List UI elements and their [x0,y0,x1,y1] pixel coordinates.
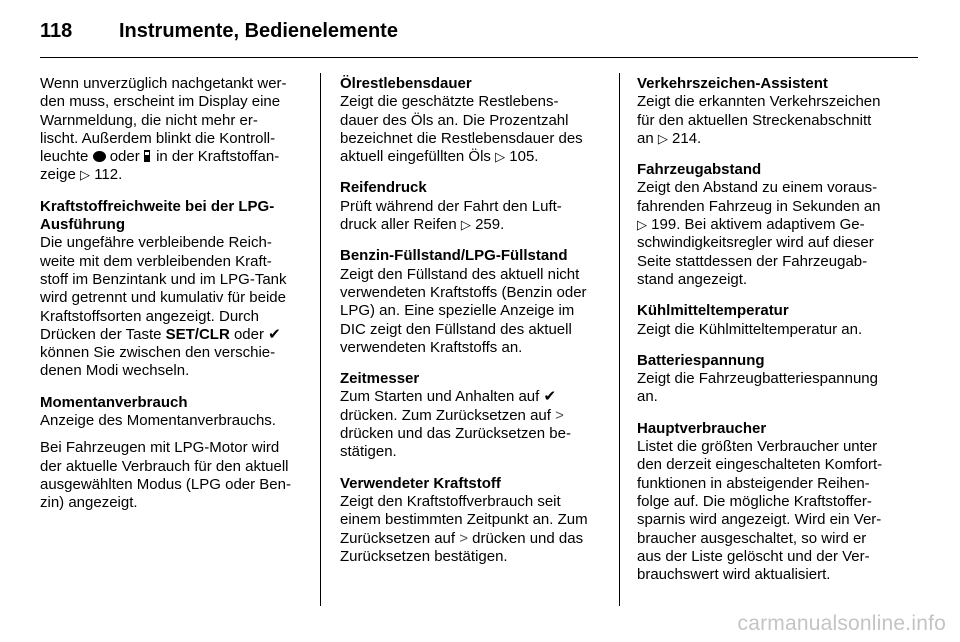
filled-dot-icon [93,151,106,162]
text-line: funktionen in absteigender Reihen- [637,474,870,492]
text-fragment: zeige [40,166,76,184]
text-line: an. [637,388,658,406]
text-line: denen Modi wechseln. [40,362,190,380]
text-fragment: Zum Starten und Anhalten auf [340,388,540,406]
text-line [340,148,604,166]
arrow-icon: ▷ [637,217,647,233]
section-battery [637,352,903,407]
text-line: können Sie zwischen den verschie- [40,344,276,362]
arrow-icon: ▷ [460,217,471,233]
text-line [40,326,304,344]
section-vehicle-distance [637,161,903,289]
watermark: carmanualsonline.info [737,612,946,635]
chevron-right-icon: > [555,406,564,424]
section-oil-life [340,75,604,166]
section-heading: Ölrestlebensdauer [340,75,472,92]
text-line: Zeigt die erkannten Verkehrszeichen [637,93,881,111]
text-line: Kraftstoffsorten angezeigt. Durch [40,307,260,325]
arrow-icon: ▷ [80,167,91,183]
text-line: fahrenden Fahrzeug in Sekunden an [637,197,881,215]
section-heading: Reifendruck [340,179,427,197]
text-line [340,530,604,548]
section-heading: Verkehrszeichen-Assistent [637,75,828,92]
text-line: einem bestimmten Zeitpunkt an. Zum [340,511,588,529]
text-fragment: oder [109,148,140,166]
section-tire-pressure [340,179,604,234]
section-heading: Kraftstoffreichweite bei der LPG- [40,197,275,215]
text-line: zin) angezeigt. [40,494,138,512]
text-line: Warnmeldung, die nicht mehr er- [40,111,258,129]
text-line [637,216,903,234]
text-line: für den aktuellen Streckenabschnitt [637,111,872,129]
text-line: Zeigt die geschätzte Restlebens- [340,93,559,111]
text-line: braucher ausgeschaltet, so wird er [637,529,867,547]
section-coolant [637,302,903,339]
text-line: folge auf. Die mögliche Kraftstoffer- [637,492,872,510]
section-traffic-sign [637,75,903,148]
text-line: Prüft während der Fahrt den Luft- [340,197,562,215]
check-icon: ✔ [543,388,557,406]
text-line: dauer des Öls an. Die Prozentzahl [340,111,569,129]
text-fragment: Drücken der Taste [40,325,162,343]
text-fragment: oder [233,325,264,343]
text-line: Zeigt den Kraftstoffverbrauch seit [340,492,561,510]
text-line: stätigen. [340,443,397,461]
column-divider [320,73,321,606]
section-heading: Fahrzeugabstand [637,161,762,179]
fuel-pump-icon [144,150,152,162]
arrow-icon: ▷ [495,149,506,165]
text-line: schwindigkeitsregler wird auf dieser [637,234,874,252]
text-line: Zeigt den Abstand zu einem voraus- [637,179,878,197]
text-line: weite mit dem verbleibenden Kraft- [40,252,272,270]
text-line: aus der Liste gelöscht und der Ver- [637,547,870,565]
key-label: SET/CLR [165,325,230,343]
text-line: ausgewählten Modus (LPG oder Ben- [40,475,291,493]
text-line: Zeigt die Fahrzeugbatteriespannung [637,370,878,388]
section-fuel-level [340,247,604,357]
section-heading: Batteriespannung [637,351,765,369]
page-reference[interactable]: 105. [509,148,539,166]
text-line [340,388,604,406]
text-fragment: aktuell eingefüllten Öls [340,148,491,166]
section-heading: Hauptverbraucher [637,419,767,437]
column-2 [340,75,604,579]
text-line: LPG) an. Eine spezielle Anzeige im [340,302,575,320]
column-3 [637,75,903,597]
section-momentary [40,394,304,513]
text-fragment: an [637,129,654,147]
text-line: Anzeige des Momentanverbrauchs. [40,412,276,430]
section-warning [40,75,304,185]
text-line: Zeigt die Kühlmitteltemperatur an. [637,320,863,338]
text-fragment: leuchte [40,148,89,166]
text-line: Die ungefähre verbleibende Reich- [40,234,272,252]
text-line: stoff im Benzintank und im LPG-Tank [40,270,287,288]
section-main-consumers [637,420,903,585]
section-lpg-range [40,198,304,381]
section-heading: Momentanverbrauch [40,393,188,411]
text-line: drücken und das Zurücksetzen be- [340,425,571,443]
text-line: bezeichnet die Restlebensdauer des [340,129,583,147]
text-line: den muss, erscheint im Display eine [40,93,281,111]
section-heading: Ausführung [40,216,125,234]
text-fragment: drücken und das [472,529,584,547]
text-line: Listet die größten Verbraucher unter [637,438,878,456]
section-heading: Benzin-Füllstand/LPG-Füllstand [340,247,568,265]
column-divider [619,73,620,606]
text-line: DIC zeigt den Füllstand des aktuell [340,320,572,338]
page-reference[interactable]: 214. [672,129,702,147]
text-fragment: in der Kraftstoffan- [156,148,280,166]
page-title: Instrumente, Bedienelemente [119,20,398,42]
page-reference[interactable]: 259. [475,216,505,234]
check-icon: ✔ [268,325,281,343]
arrow-icon: ▷ [657,130,668,146]
text-fragment: Zurücksetzen auf [340,529,456,547]
text-line [340,407,604,425]
text-line [40,148,304,166]
text-line: verwendeten Kraftstoffs an. [340,338,523,356]
text-line: brauchswert wird aktualisiert. [637,566,831,584]
text-line: lischt. Außerdem blinkt die Kontroll- [40,129,276,147]
section-heading: Zeitmesser [340,370,420,388]
text-line [637,130,903,148]
text-fragment: Bei aktivem adaptivem Ge- [684,216,865,234]
chevron-right-icon: > [459,529,468,547]
section-heading: Verwendeter Kraftstoff [340,474,501,492]
section-timer [340,370,604,461]
text-line: sparnis wird angezeigt. Wird ein Ver- [637,511,882,529]
page-header [40,18,920,48]
page-number: 118 [40,20,73,42]
header-rule [40,57,918,58]
section-fuel-used [340,475,604,566]
text-line: Zeigt den Füllstand des aktuell nicht [340,265,580,283]
section-heading: Kühlmitteltemperatur [637,302,789,320]
text-line [40,166,304,184]
text-line: den derzeit eingeschalteten Komfort- [637,456,883,474]
text-line: verwendeten Kraftstoffs (Benzin oder [340,283,587,301]
text-line: Zurücksetzen bestätigen. [340,547,508,565]
page-reference[interactable]: 112. [94,166,123,184]
page-reference[interactable]: 199. [651,216,681,234]
text-fragment: druck aller Reifen [340,216,457,234]
text-line: Seite stattdessen der Fahrzeugab- [637,252,868,270]
text-line: wird getrennt und kumulativ für beide [40,289,286,307]
text-line: der aktuelle Verbrauch für den aktuell [40,457,289,475]
text-line [340,216,604,234]
text-line: Bei Fahrzeugen mit LPG-Motor wird [40,439,280,457]
column-1 [40,75,304,526]
text-fragment: drücken. Zum Zurücksetzen auf [340,406,551,424]
text-line: stand angezeigt. [637,270,748,288]
text-line: Wenn unverzüglich nachgetankt wer- [40,75,287,92]
